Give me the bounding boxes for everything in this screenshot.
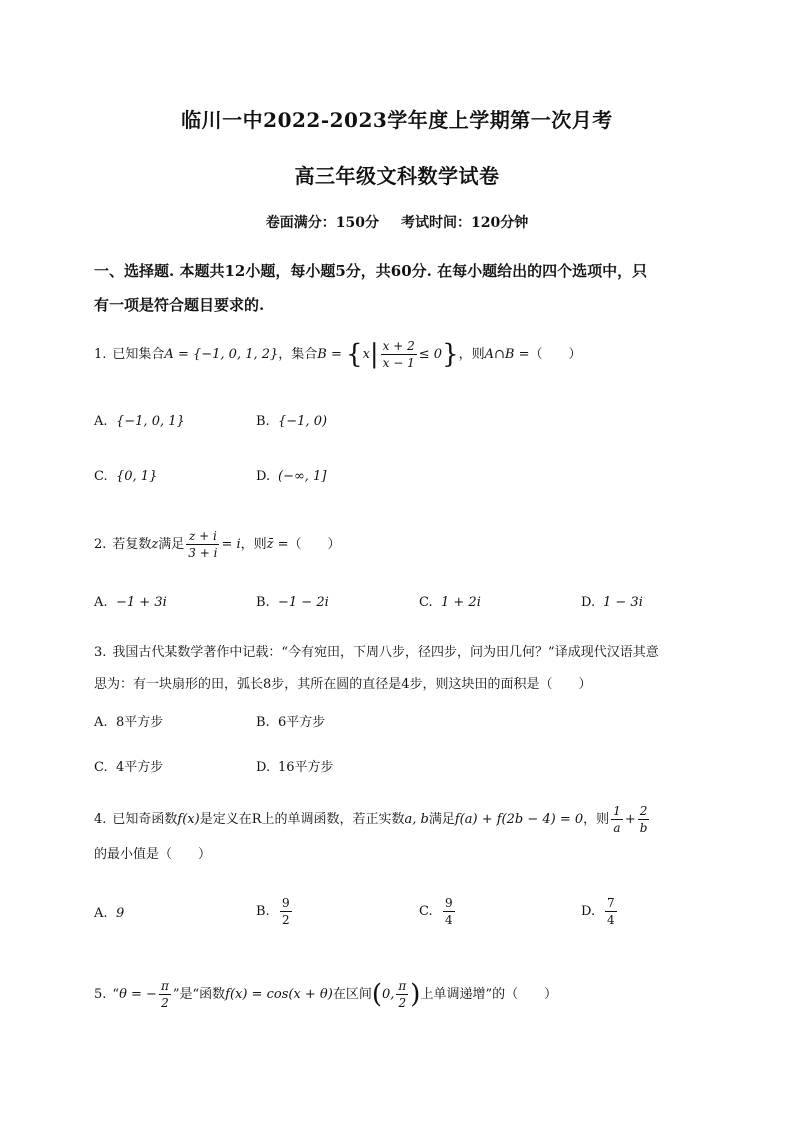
- question-number: 4.: [94, 812, 107, 827]
- option-label: A.: [94, 414, 108, 429]
- q2-tail: ，则: [240, 537, 267, 552]
- q2-option-b[interactable]: [256, 593, 329, 613]
- q5-int-den: 2: [398, 996, 407, 1010]
- q1-option-a[interactable]: [94, 412, 185, 432]
- q2-mid: 满足: [158, 537, 185, 552]
- q4-mid2: 满足: [428, 812, 455, 827]
- q4-option-b[interactable]: [256, 895, 294, 928]
- q2-fraction: [186, 528, 219, 561]
- q2-frac-den: 3 + i: [188, 546, 218, 560]
- q5-fraction-interval: [396, 978, 408, 1011]
- q5-mid2: 在区间: [332, 987, 372, 1002]
- option-num: 9: [445, 896, 453, 910]
- q4-f1-den: a: [613, 821, 621, 835]
- q2-prefix: 若复数: [112, 537, 152, 552]
- q1-frac-num: x + 2: [382, 339, 415, 353]
- q1-set-b-var: x: [362, 347, 370, 362]
- exam-info: [0, 212, 794, 232]
- q4-f2-den: b: [639, 821, 648, 835]
- option-text: (−∞, 1]: [278, 469, 327, 484]
- question-number: 5.: [94, 987, 107, 1002]
- q4-fraction-2: [638, 803, 650, 836]
- q1-tail: ，则: [458, 347, 485, 362]
- q5-interval-left: 0,: [382, 987, 395, 1002]
- q3-option-d[interactable]: [256, 758, 334, 778]
- q4-vars: a, b: [404, 812, 429, 827]
- option-fraction: [280, 895, 292, 928]
- q1-bar: |: [369, 339, 379, 370]
- q4-mid: 是定义在R上的单调函数，若正实数: [199, 812, 405, 827]
- option-fraction: [443, 895, 455, 928]
- q5-int-num: π: [398, 979, 407, 993]
- exam-time: 考试时间：120分钟: [401, 215, 529, 231]
- q1-frac-den: x − 1: [382, 356, 415, 370]
- q2-paren: （ ）: [288, 537, 341, 552]
- q2-option-c[interactable]: [419, 593, 481, 613]
- question-3-stem: [94, 637, 714, 701]
- q5-fraction-pi: [159, 978, 171, 1011]
- option-text: −1 + 3i: [116, 595, 167, 610]
- q1-paren: （ ）: [529, 347, 582, 362]
- section-heading: [94, 254, 706, 322]
- option-label: B.: [256, 414, 270, 429]
- option-label: C.: [419, 595, 433, 610]
- option-text: 16平方步: [278, 760, 334, 775]
- q4-fx: f(x): [177, 812, 200, 827]
- q5-pi-den: 2: [161, 996, 169, 1010]
- question-5-stem: [94, 978, 714, 1011]
- option-den: 4: [607, 913, 615, 927]
- question-number: 3.: [94, 645, 107, 660]
- question-2-stem: [94, 528, 714, 561]
- q3-line1: [94, 637, 714, 669]
- option-label: A.: [94, 715, 108, 730]
- q4-prefix: 已知奇函数: [112, 812, 178, 827]
- section-heading-line2: 有一项是符合题目要求的.: [94, 296, 265, 314]
- q2-option-a[interactable]: [94, 593, 167, 613]
- option-num: 9: [282, 896, 290, 910]
- question-4-stem: [94, 803, 714, 836]
- q1-option-b[interactable]: [256, 412, 327, 432]
- q2-var: z: [151, 537, 159, 552]
- option-den: 4: [445, 913, 453, 927]
- exam-title-line2: 高三年级文科数学试卷: [294, 164, 500, 188]
- q4-tail: ，则: [583, 812, 610, 827]
- option-label: C.: [94, 469, 108, 484]
- option-num: 7: [607, 896, 615, 910]
- option-den: 2: [282, 913, 290, 927]
- option-text: {−1, 0): [278, 414, 328, 429]
- q5-theta: θ = −: [119, 987, 157, 1002]
- option-text: 1 − 3i: [603, 595, 643, 610]
- q3-option-b[interactable]: [256, 713, 325, 733]
- option-label: A.: [94, 906, 108, 921]
- q2-result: z̄ =: [266, 537, 289, 552]
- q1-mid: ，集合: [278, 347, 318, 362]
- option-label: A.: [94, 595, 108, 610]
- question-1-stem: [94, 338, 714, 371]
- option-text: 8平方步: [116, 715, 164, 730]
- q1-set-b-left: B =: [317, 347, 342, 362]
- q2-frac-num: z + i: [186, 528, 219, 545]
- q1-result: A∩B =: [484, 347, 530, 362]
- option-label: D.: [256, 469, 271, 484]
- q1-text: 已知集合: [112, 347, 165, 362]
- q3-text-1: 我国古代某数学著作中记载：“今有宛田，下周八步，径四步，问为田几何？”译成现代汉语其意: [112, 645, 659, 660]
- q1-option-c[interactable]: [94, 467, 157, 487]
- q4-plus: +: [624, 812, 636, 827]
- full-score: 卷面满分：150分: [265, 215, 379, 231]
- q4-option-d[interactable]: [581, 895, 619, 928]
- q1-option-d[interactable]: [256, 467, 326, 487]
- option-label: C.: [94, 760, 108, 775]
- section-heading-line1: 一、选择题. 本题共12小题，每小题5分，共60分. 在每小题给出的四个选项中，只: [94, 262, 648, 280]
- q4-option-a[interactable]: [94, 904, 124, 924]
- option-label: C.: [419, 904, 433, 919]
- q1-left-brace: {: [346, 339, 363, 370]
- option-text: {0, 1}: [116, 469, 158, 484]
- q1-right-brace: }: [442, 339, 459, 370]
- option-fraction: [605, 895, 617, 928]
- q4-fraction-1: [611, 803, 623, 836]
- q4-f1-num: 1: [613, 804, 621, 818]
- q2-eq: = i: [221, 537, 241, 552]
- option-label: D.: [581, 904, 596, 919]
- option-label: B.: [256, 904, 270, 919]
- q1-fraction: [381, 338, 417, 371]
- option-text: 1 + 2i: [441, 595, 481, 610]
- q3-option-c[interactable]: [94, 758, 163, 778]
- option-label: B.: [256, 595, 270, 610]
- option-text: 9: [116, 906, 125, 921]
- q1-set-a: A = {−1, 0, 1, 2}: [164, 347, 279, 362]
- question-number: 1.: [94, 347, 107, 362]
- q4-f2-num: 2: [638, 803, 650, 820]
- q5-open-quote: “: [112, 987, 120, 1002]
- question-number: 2.: [94, 537, 107, 552]
- option-text: 6平方步: [278, 715, 326, 730]
- q3-option-a[interactable]: [94, 713, 163, 733]
- q5-right-paren: ): [410, 979, 421, 1010]
- q3-line2: 思为：有一块扇形的田，弧长8步，其所在圆的直径是4步，则这块田的面积是（ ）: [94, 677, 592, 692]
- exam-title-line1: 临川一中2022-2023学年度上学期第一次月考: [181, 108, 613, 132]
- option-text: 4平方步: [116, 760, 164, 775]
- q5-pi-num: π: [160, 979, 169, 993]
- q5-func: f(x) = cos(x + θ): [225, 987, 333, 1002]
- q4-line2: 的最小值是（ ）: [94, 847, 212, 862]
- q4-cond: f(a) + f(2b − 4) = 0: [454, 812, 584, 827]
- option-label: D.: [256, 760, 271, 775]
- q2-option-d[interactable]: [581, 593, 643, 613]
- q5-left-paren: (: [371, 979, 382, 1010]
- q5-mid: ”是“函数: [172, 987, 226, 1002]
- q1-set-b-cond: ≤ 0: [418, 347, 443, 362]
- q5-tail: 上单调递增”的（ ）: [420, 987, 558, 1002]
- option-label: B.: [256, 715, 270, 730]
- option-text: {−1, 0, 1}: [116, 414, 185, 429]
- option-text: −1 − 2i: [278, 595, 329, 610]
- q4-option-c[interactable]: [419, 895, 457, 928]
- option-label: D.: [581, 595, 596, 610]
